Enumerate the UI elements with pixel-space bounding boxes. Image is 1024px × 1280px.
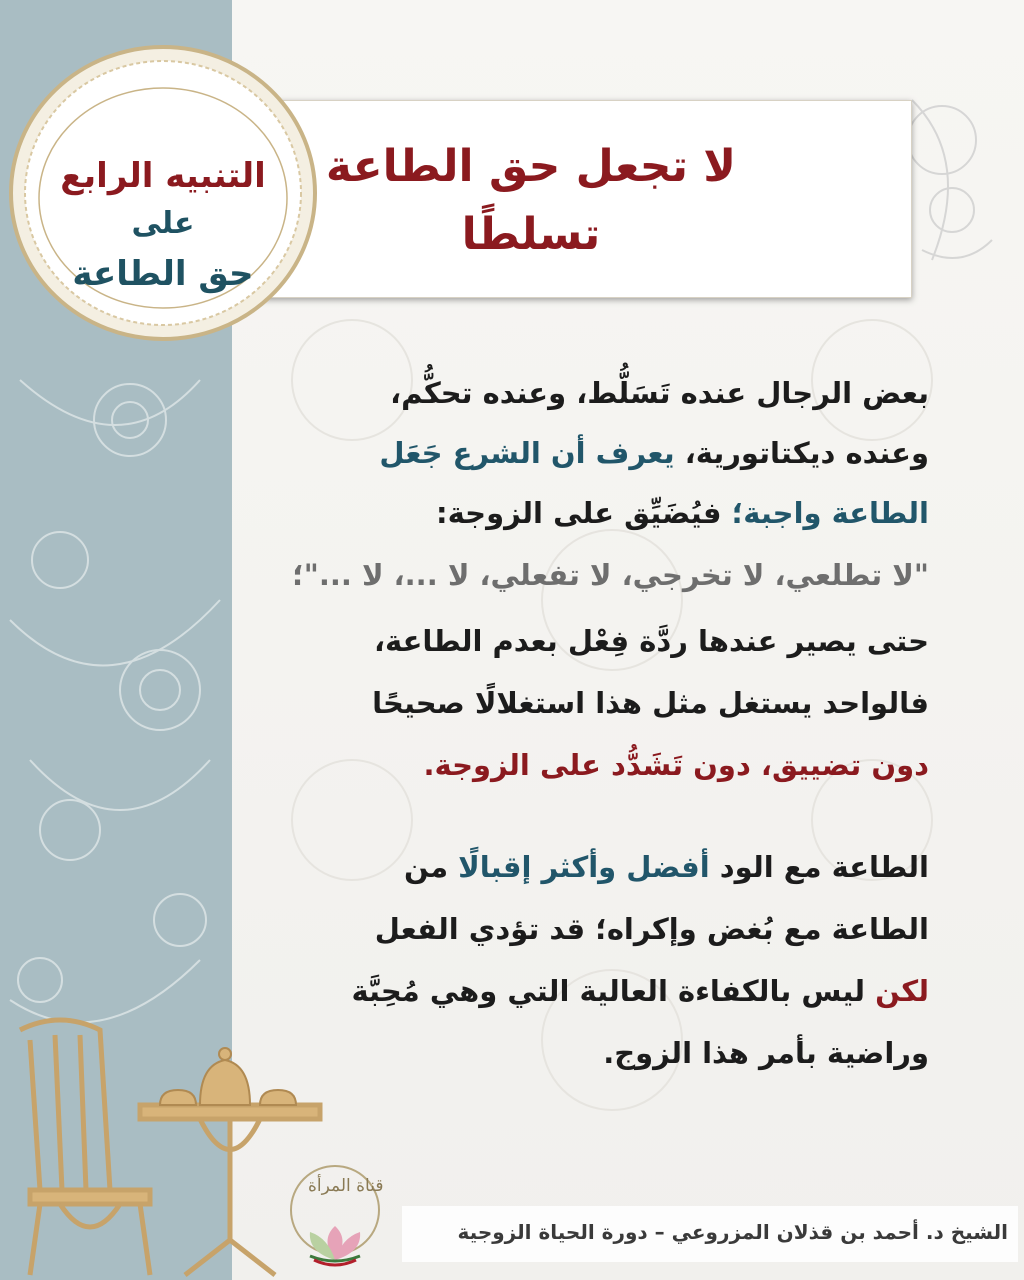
paragraph-2 [229,850,929,1110]
p1-line-3 [436,496,929,530]
p1-line-3-highlight: الطاعة واجبة؛ [731,496,929,530]
p1-line-5: حتى يصير عندها ردَّة فِعْل بعدم الطاعة، [374,624,929,658]
logo-text: قناة المرأة [308,1176,384,1196]
p2-line-3-plain: ليس بالكفاءة العالية التي وهي مُحِبَّة [351,974,876,1008]
p2-line-1-plain-a: الطاعة مع الود [709,850,929,884]
p2-line-2: الطاعة مع بُغض وإكراه؛ قد تؤدي الفعل [374,912,929,946]
p1-line-2-plain: وعنده ديكتاتورية، [674,436,929,470]
p2-line-1-plain-b: من [403,850,459,884]
p2-line-3-highlight: لكن [875,974,929,1008]
badge-line-1: التنبيه الرابع [60,156,266,196]
footer-credit: الشيخ د. أحمد بن قذلان المزروعي – دورة الحياة الزوجية [457,1220,1008,1244]
paragraph-1 [229,376,929,816]
p1-line-3-plain: فيُضَيِّق على الزوجة: [436,496,732,530]
badge-line-3: حق الطاعة [72,254,254,294]
p1-line-1: بعض الرجال عنده تَسَلُّط، وعنده تحكُّم، [390,376,929,410]
p1-line-2 [379,436,929,470]
title-line-2: تسلطًا [461,209,601,260]
footer-bar [402,1206,1018,1262]
badge-line-2: على [131,206,195,241]
p1-line-4: "لا تطلعي، لا تخرجي، لا تفعلي، لا ...، لا ..."؛ [292,558,929,592]
p2-line-4: وراضية بأمر هذا الزوج. [603,1036,929,1070]
section-badge [4,38,322,348]
p2-line-1 [404,850,929,884]
title-line-1: لا تجعل حق الطاعة [325,141,737,192]
p2-line-3 [351,974,929,1008]
p1-line-7: دون تضييق، دون تَشَدُّد على الزوجة. [423,748,929,782]
p1-line-2-highlight: يعرف أن الشرع جَعَل [379,436,675,470]
p1-line-6: فالواحد يستغل مثل هذا استغلالًا صحيحًا [372,686,929,720]
p2-line-1-highlight: أفضل وأكثر إقبالًا [458,850,710,884]
